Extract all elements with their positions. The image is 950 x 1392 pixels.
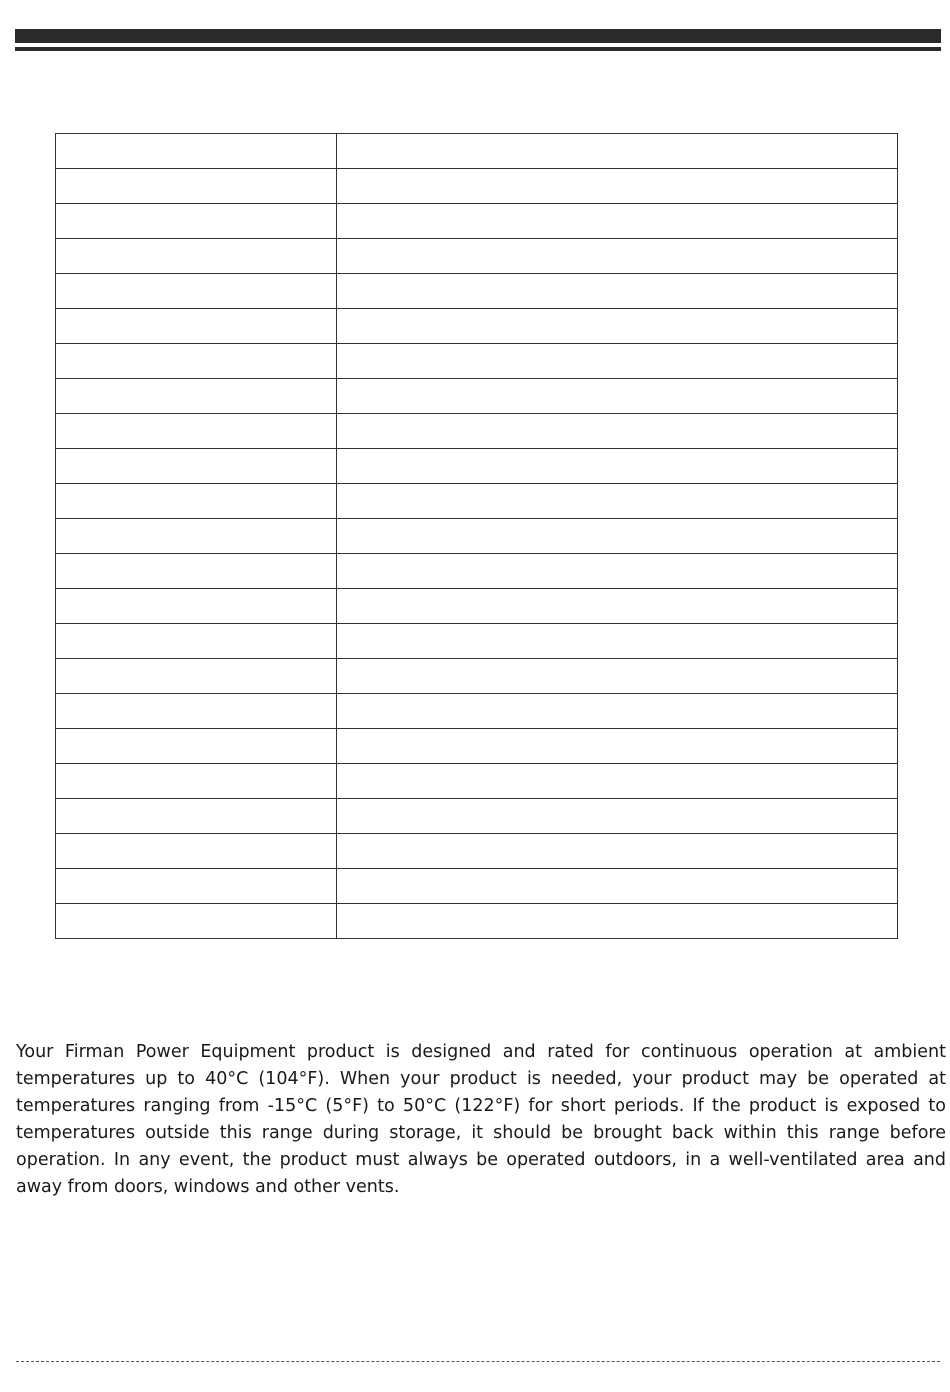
table-row (56, 659, 898, 694)
specifications-table (55, 133, 898, 939)
table-cell-value (337, 309, 898, 344)
header-bar-thin (15, 47, 941, 51)
header-bar-thick (15, 29, 941, 43)
table-cell-value (337, 589, 898, 624)
table-cell-label (56, 554, 337, 589)
table-cell-label (56, 694, 337, 729)
table-cell-label (56, 484, 337, 519)
table-row (56, 904, 898, 939)
table-cell-value (337, 869, 898, 904)
table-row (56, 869, 898, 904)
table-cell-label (56, 729, 337, 764)
table-cell-value (337, 274, 898, 309)
table-cell-value (337, 834, 898, 869)
table-cell-label (56, 834, 337, 869)
table-cell-label (56, 904, 337, 939)
table-cell-value (337, 379, 898, 414)
table-cell-value (337, 659, 898, 694)
table-cell-label (56, 449, 337, 484)
table-row (56, 309, 898, 344)
table-row (56, 134, 898, 169)
table-cell-value (337, 694, 898, 729)
footer-dashed-line (16, 1361, 940, 1362)
table-cell-label (56, 764, 337, 799)
table-cell-label (56, 624, 337, 659)
table-row (56, 589, 898, 624)
table-cell-value (337, 134, 898, 169)
table-cell-value (337, 204, 898, 239)
table-cell-value (337, 449, 898, 484)
table-cell-value (337, 344, 898, 379)
table-cell-label (56, 519, 337, 554)
table-cell-label (56, 204, 337, 239)
table-cell-label (56, 309, 337, 344)
table-cell-label (56, 379, 337, 414)
table-row (56, 239, 898, 274)
table-cell-value (337, 169, 898, 204)
table-row (56, 204, 898, 239)
table-row (56, 729, 898, 764)
table-cell-value (337, 799, 898, 834)
operating-temperature-paragraph: Your Firman Power Equipment product is designed and rated for continuous operation at ambient temperatures up to 40°C (104°F). When your product is needed, your product may be operated at temperatures ranging from -15°C (5°F) to 50°C (122°F) for short periods. If the product is exposed to temperatures outside this range during storage, it should be brought back within this range before operation. In any event, the product must always be operated outdoors, in a well-ventilated area and away from doors, windows and other vents. (16, 1042, 946, 1197)
table-row (56, 484, 898, 519)
table-cell-label (56, 134, 337, 169)
table-row (56, 274, 898, 309)
table-cell-value (337, 414, 898, 449)
table-row (56, 449, 898, 484)
table-cell-label (56, 239, 337, 274)
table-cell-value (337, 239, 898, 274)
table-row (56, 519, 898, 554)
table-cell-label (56, 414, 337, 449)
table-cell-label (56, 344, 337, 379)
table-row (56, 169, 898, 204)
table-cell-value (337, 624, 898, 659)
table-row (56, 379, 898, 414)
table-row (56, 554, 898, 589)
table-cell-value (337, 484, 898, 519)
table-row (56, 799, 898, 834)
table-cell-label (56, 799, 337, 834)
table-cell-label (56, 659, 337, 694)
table-row (56, 764, 898, 799)
table-cell-value (337, 554, 898, 589)
table-cell-label (56, 869, 337, 904)
table-cell-value (337, 764, 898, 799)
table-row (56, 624, 898, 659)
table-row (56, 344, 898, 379)
table-row (56, 414, 898, 449)
table-row (56, 834, 898, 869)
table-cell-label (56, 274, 337, 309)
specifications-table-body (56, 134, 898, 939)
table-cell-value (337, 729, 898, 764)
table-cell-label (56, 169, 337, 204)
table-cell-value (337, 519, 898, 554)
table-cell-label (56, 589, 337, 624)
table-row (56, 694, 898, 729)
table-cell-value (337, 904, 898, 939)
